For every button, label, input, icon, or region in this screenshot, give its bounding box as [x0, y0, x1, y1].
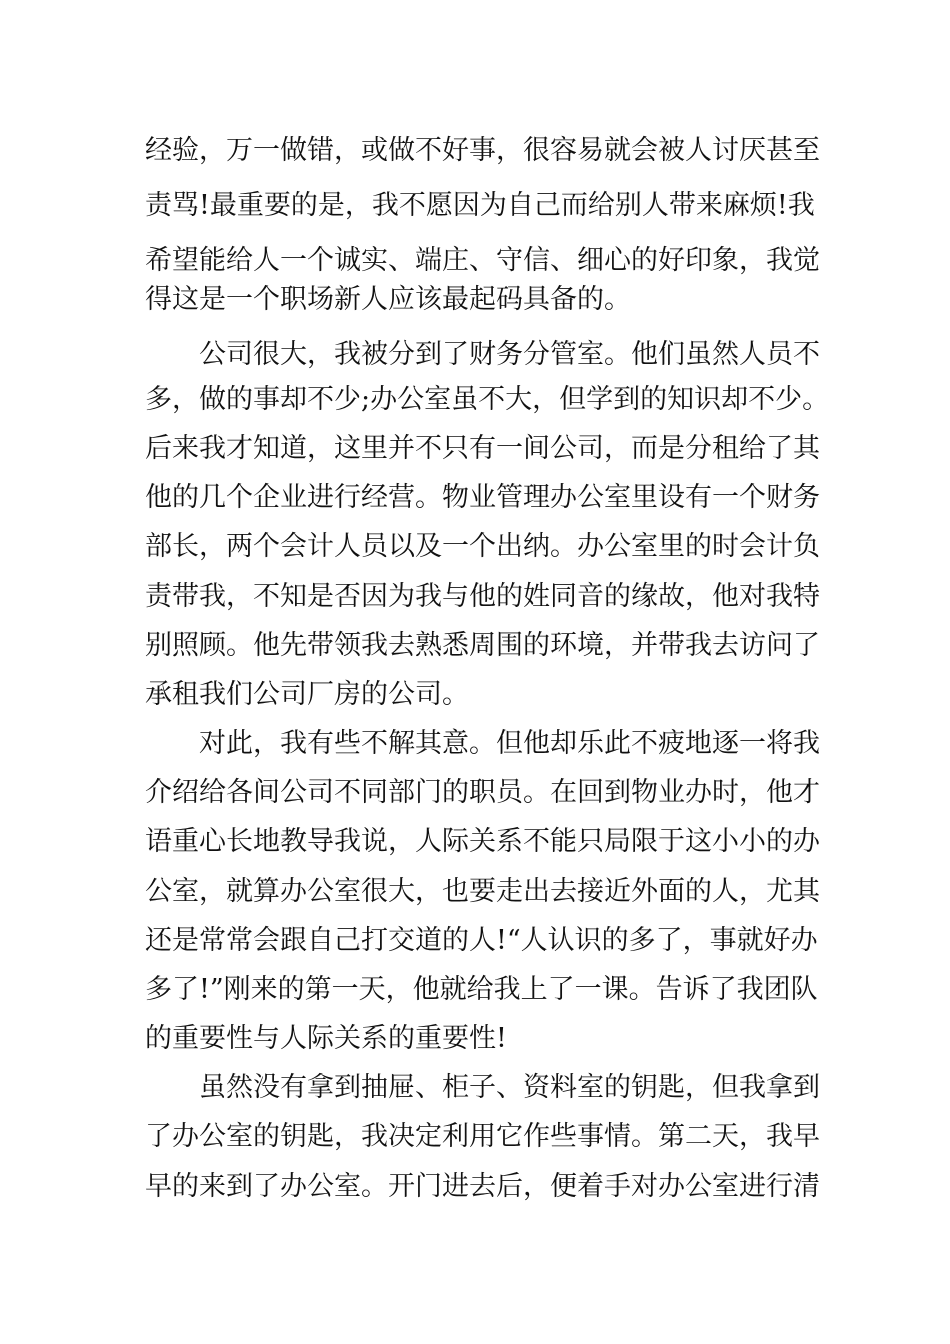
text-line: 希望能给人一个诚实、端庄、守信、细心的好印象，我觉 — [145, 245, 820, 276]
text-line: 经验，万一做错，或做不好事，很容易就会被人讨厌甚至 — [145, 135, 820, 166]
text-line: 了办公室的钥匙，我决定利用它作些事情。第二天，我早 — [145, 1121, 820, 1152]
text-line: 还是常常会跟自己打交道的人!“人认识的多了，事就好办 — [145, 925, 818, 956]
text-line: 语重心长地教导我说，人际关系不能只局限于这小小的办 — [145, 826, 820, 857]
text-line: 早的来到了办公室。开门进去后，便着手对办公室进行清 — [145, 1171, 820, 1202]
text-line: 多，做的事却不少;办公室虽不大，但学到的知识却不少。 — [145, 384, 830, 415]
text-line: 对此，我有些不解其意。但他却乐此不疲地逐一将我 — [199, 728, 820, 759]
text-line: 后来我才知道，这里并不只有一间公司，而是分租给了其 — [145, 433, 820, 464]
text-line: 责带我，不知是否因为我与他的姓同音的缘故，他对我特 — [145, 581, 820, 612]
text-line: 多了!”刚来的第一天，他就给我上了一课。告诉了我团队 — [145, 974, 818, 1005]
text-line: 介绍给各间公司不同部门的职员。在回到物业办时，他才 — [145, 777, 820, 808]
text-line: 别照顾。他先带领我去熟悉周围的环境，并带我去访问了 — [145, 630, 820, 661]
text-line: 虽然没有拿到抽屉、柜子、资料室的钥匙，但我拿到 — [199, 1072, 820, 1103]
text-line: 责骂!最重要的是，我不愿因为自己而给别人带来麻烦!我 — [145, 190, 815, 221]
text-line: 他的几个企业进行经营。物业管理办公室里设有一个财务 — [145, 482, 820, 513]
text-line: 公司很大，我被分到了财务分管室。他们虽然人员不 — [199, 339, 820, 370]
text-line: 公室，就算办公室很大，也要走出去接近外面的人，尤其 — [145, 876, 820, 907]
text-line: 承租我们公司厂房的公司。 — [145, 679, 469, 710]
text-line: 的重要性与人际关系的重要性! — [145, 1023, 507, 1054]
text-line: 部长，两个会计人员以及一个出纳。办公室里的时会计负 — [145, 531, 820, 562]
text-line: 得这是一个职场新人应该最起码具备的。 — [145, 284, 631, 315]
